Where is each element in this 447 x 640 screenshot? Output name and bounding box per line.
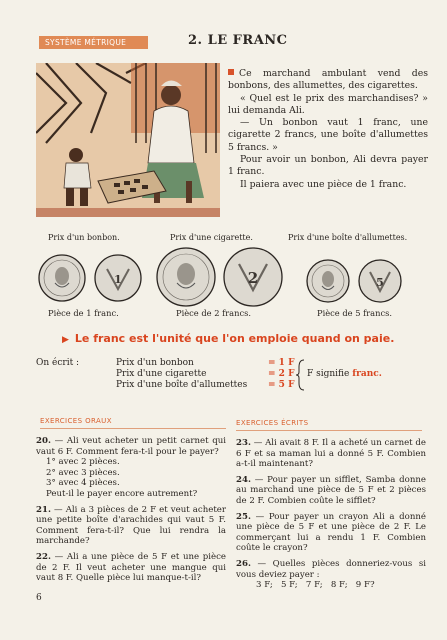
ecrit-item-2: Prix d'une cigarette [116,369,207,379]
coin-label-1f: Pièce de 1 franc. [48,308,119,318]
exercise-item: 24. — Pour payer un sifflet, Samba donne au marchand une pièce de 5 F et 2 pièces de 2 F. Combien coûte le sifflet? [236,474,426,506]
square-bullet-icon [228,69,234,75]
exercise-subitem: 3° avec 4 pièces. [46,478,120,489]
caption-cigarette: Prix d'une cigarette. [170,233,253,242]
market-illustration [36,63,220,217]
exercise-item: 21. — Ali a 3 pièces de 2 F et veut acheter une petite boîte d'arachides qui vaut 5 F. Comment fera-t-il? Que lui rendra la marchande? [36,504,226,547]
story-paragraph: « Quel est le prix des marchandises? » lui demanda Ali. [228,92,428,116]
coin-2f-back-icon [222,246,284,308]
story-paragraph: Ce marchand ambulant vend des bonbons, des allumettes, des cigarettes. [228,68,428,92]
ecrit-note [307,369,382,380]
exercises-left [36,436,226,584]
ecrit-note-prefix: F signifie [307,369,350,379]
caption-bonbon: Prix d'un bonbon. [48,233,120,242]
exercise-item: 26. — Quelles pièces donneriez-vous si vous deviez payer : [236,558,426,580]
exercise-item: 23. — Ali avait 8 F. Il a acheté un carnet de 6 F et sa maman lui a donné 5 F. Combien a-t-il maintenant? [236,438,426,470]
coin-2f-front-icon [155,246,217,308]
page-number: 6 [36,593,42,603]
brace-icon [296,359,306,391]
coin-1f-back-icon [93,253,143,303]
ecrit-value-1: = 1 F [268,358,295,368]
exercise-subitem: 1° avec 2 pièces. [46,457,120,468]
exercise-item: 25. — Pour payer un crayon Ali a donné une pièce de 5 F et une pièce de 2 F. Le commerçant lui a rendu 1 F. Combien coûte le crayon? [236,511,426,554]
rule-text: Le franc est l'unité que l'on emploie quand on paie. [74,332,395,345]
ecrit-value-2: = 2 F [268,369,295,379]
caption-allumettes: Prix d'une boîte d'allumettes. [288,233,408,242]
divider [40,428,226,429]
coin-5f-back-icon [357,258,403,304]
section-tag: SYSTÈME MÉTRIQUE [39,36,148,49]
ecrit-note-word: franc. [352,369,382,379]
exercises-right [236,438,426,591]
triangle-bullet-icon: ▶ [62,335,69,345]
section-oraux: EXERCICES ORAUX [40,417,112,425]
story-paragraph: Pour avoir un bonbon, Ali devra payer 1 franc. [228,154,428,178]
exercise-subitem: Peut-il le payer encore autrement? [46,488,198,499]
story-paragraph: Il paiera avec une pièce de 1 franc. [240,178,407,190]
ecrit-value-3: = 5 F [268,380,295,390]
coin-1f-front-icon [37,253,87,303]
coin-5f-front-icon [305,258,351,304]
story-paragraph: — Un bonbon vaut 1 franc, une cigarette 2 francs, une boîte d'allumettes 5 francs. » [228,117,428,153]
svg-text:5: 5 [376,276,384,289]
exercise-item: 20. — Ali veut acheter un petit carnet qui vaut 6 F. Comment fera-t-il pour le payer? [36,436,226,457]
on-ecrit-label: On écrit : [36,358,80,368]
exercise-subitem: 2° avec 3 pièces. [46,467,120,478]
section-ecrits: EXERCICES ÉCRITS [236,419,309,427]
svg-text:2: 2 [247,269,259,287]
divider [236,430,422,431]
page-title: 2. LE FRANC [188,33,288,48]
ecrit-item-1: Prix d'un bonbon [116,358,194,368]
coin-label-2f: Pièce de 2 francs. [176,308,251,318]
rule-statement [62,332,394,345]
coin-label-5f: Pièce de 5 francs. [317,308,392,318]
exercise-item: 22. — Ali a une pièce de 5 F et une pièce de 2 F. Il veut acheter une mangue qui vaut 8 F. Quelle pièce lui manque-t-il? [36,551,227,584]
exercise-subitem: 3 F; 5 F; 7 F; 8 F; 9 F? [256,580,375,591]
story-text [228,68,428,191]
svg-text:1: 1 [114,273,122,286]
ecrit-item-3: Prix d'une boîte d'allumettes [116,380,248,390]
